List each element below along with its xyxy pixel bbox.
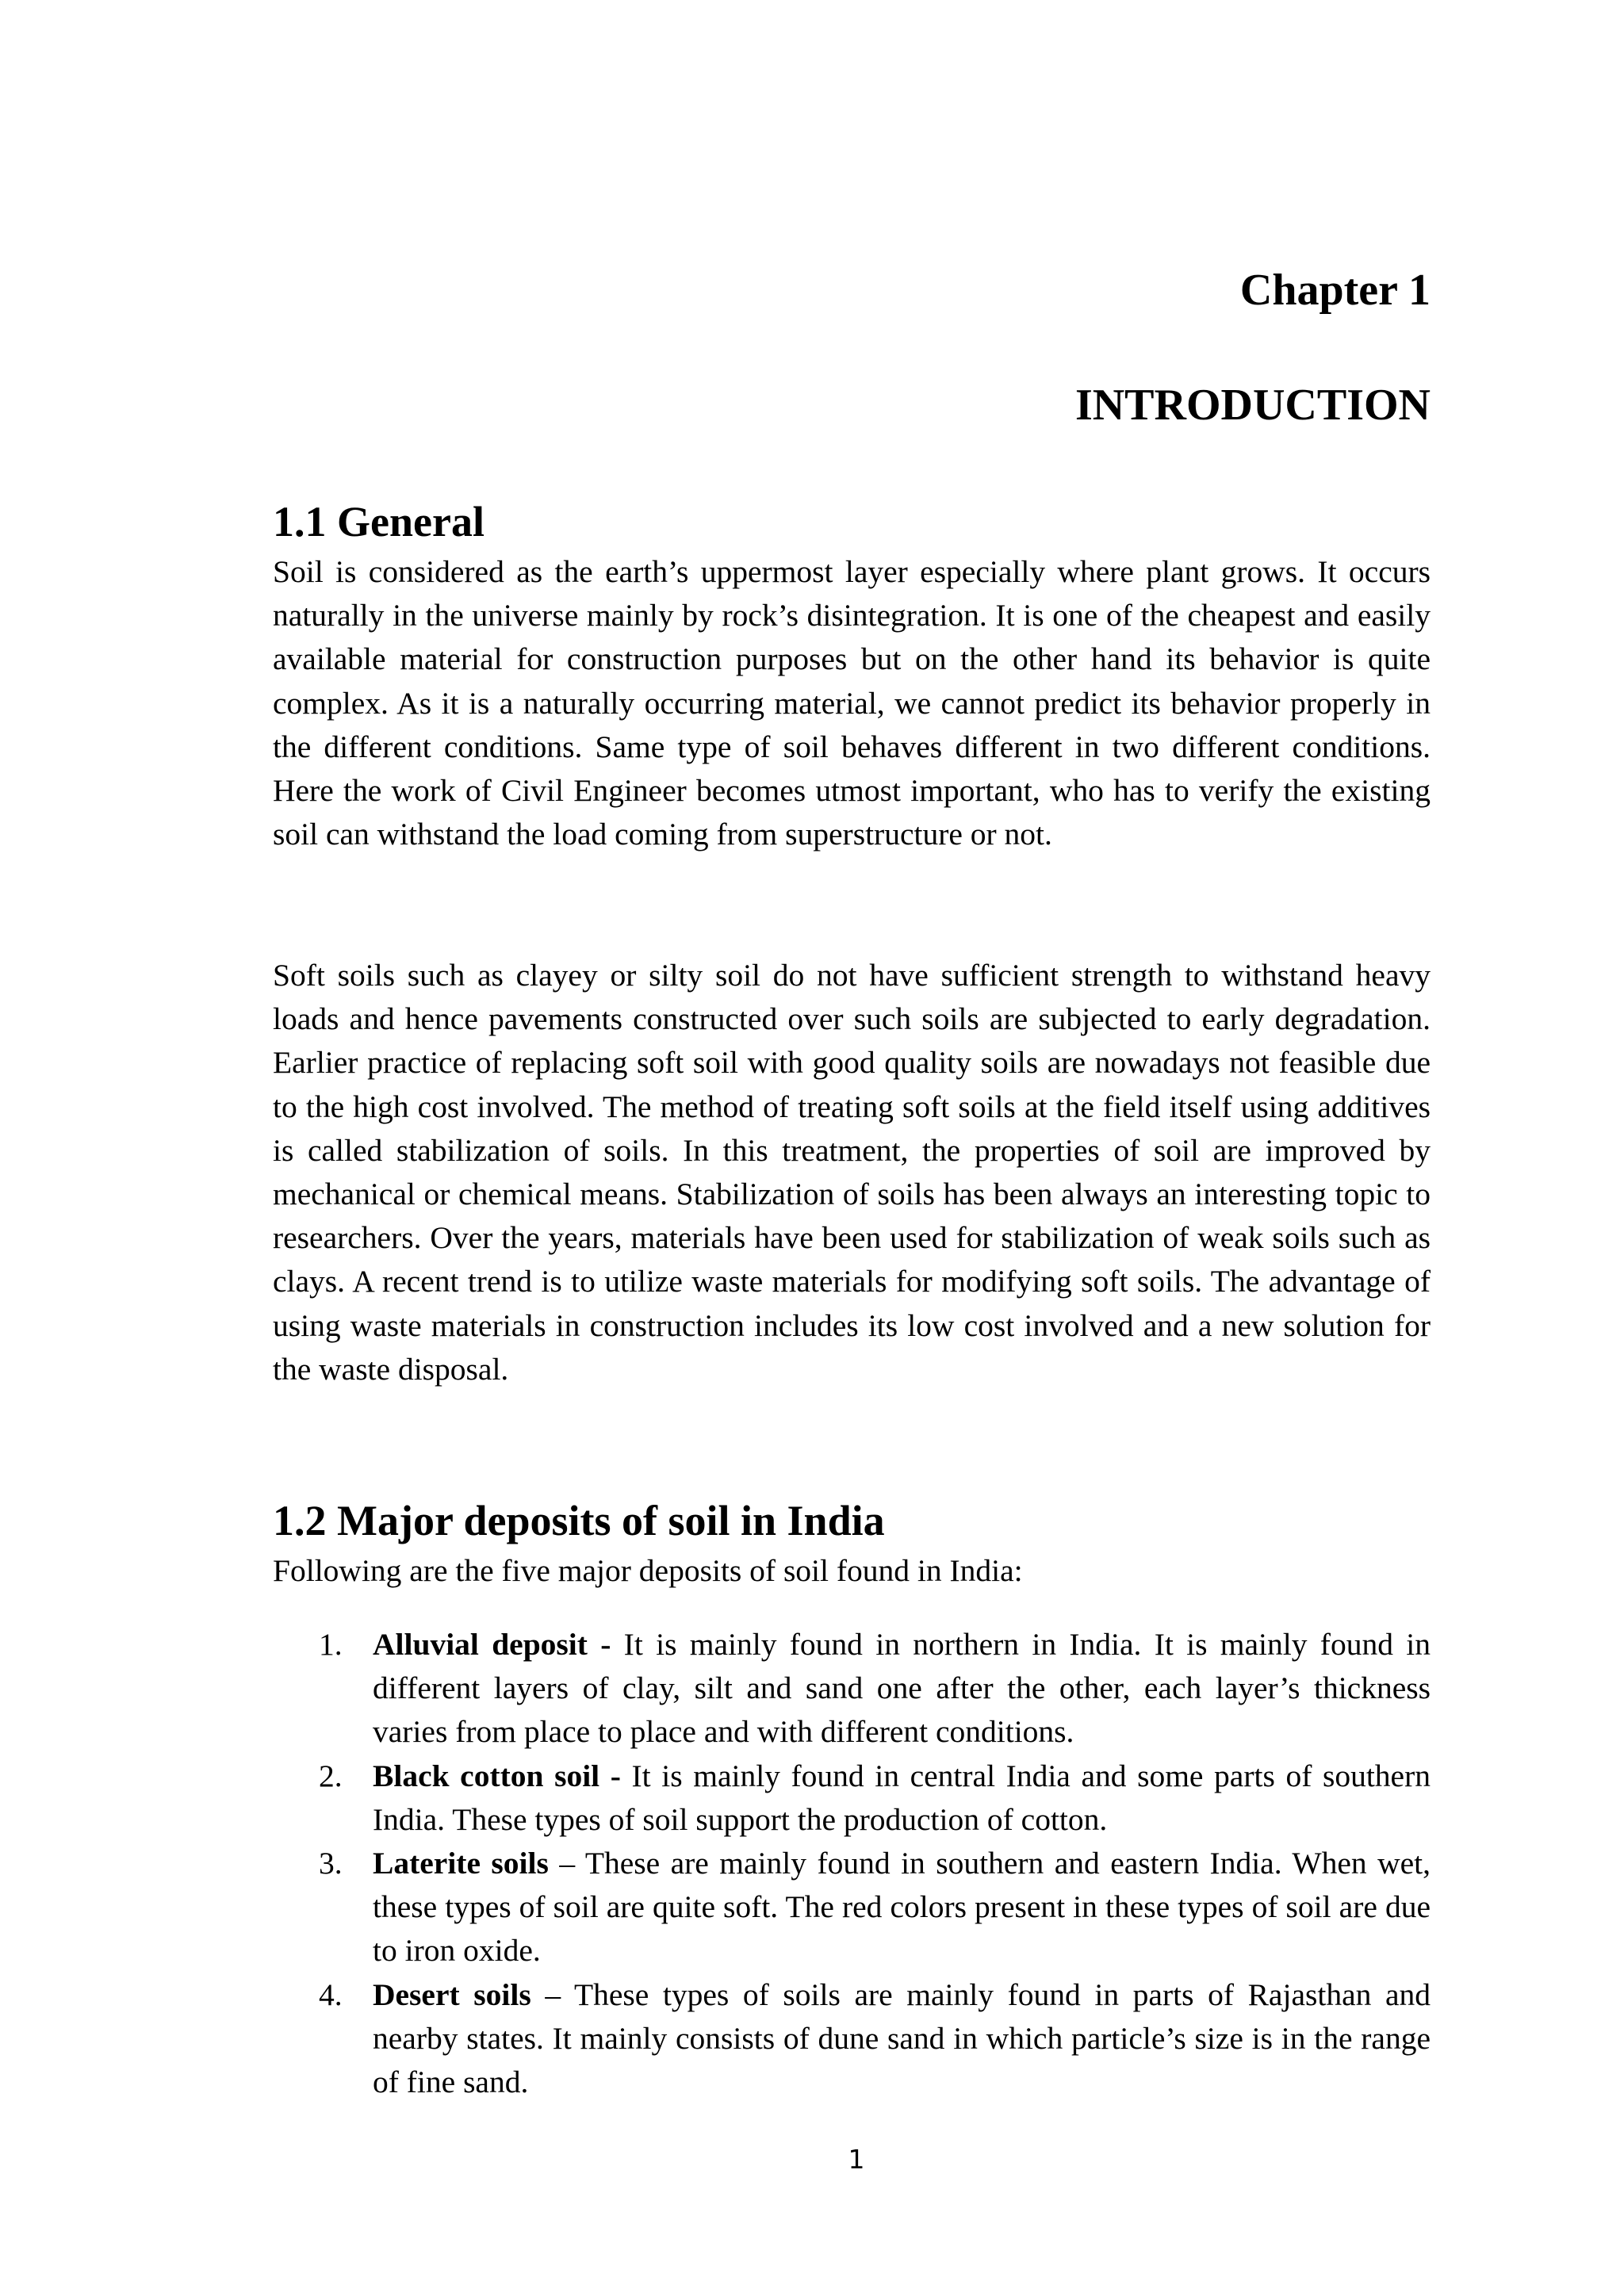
list-item-text: It is mainly found in central India and some parts of southern India. These types of soil support the production of cotton. xyxy=(373,1758,1431,1837)
section-heading-soil-deposits: 1.2 Major deposits of soil in India xyxy=(273,1497,885,1544)
list-item-text: It is mainly found in northern in India. It is mainly found in different layers of clay, silt and sand one after the other, each layer’s thickness varies from place to place and with different conditions. xyxy=(373,1627,1431,1750)
section-heading-general: 1.1 General xyxy=(273,498,485,545)
chapter-label: Chapter 1 xyxy=(1239,266,1431,315)
soil-deposit-list xyxy=(273,1623,1431,2104)
paragraph: Soil is considered as the earth’s uppermost layer especially where plant grows. It occurs naturally in the universe mainly by rock’s disintegration. It is one of the cheapest and easily available material for construction purposes but on the other hand its behavior is quite complex. As it is a naturally occurring material, we cannot predict its behavior properly in the different conditions. Same type of soil behaves different in two different conditions. Here the work of Civil Engineer becomes utmost important, who has to verify the existing soil can withstand the load coming from superstructure or not. xyxy=(273,554,1431,852)
list-item-term: Alluvial deposit - xyxy=(373,1627,611,1662)
list-item-text: – These are mainly found in southern and eastern India. When wet, these types of soil are quite soft. The red colors present in these types of soil are due to iron oxide. xyxy=(373,1846,1431,1969)
page-number: 1 xyxy=(848,2144,865,2175)
list-item xyxy=(273,1623,1431,1755)
list-item xyxy=(273,1842,1431,1973)
list-item-term: Black cotton soil - xyxy=(373,1758,621,1793)
list-item-number: 4. xyxy=(319,1976,343,2012)
list-item-text: – These types of soils are mainly found in parts of Rajasthan and nearby states. It mainly consists of dune sand in which particle’s size is in the range of fine sand. xyxy=(373,1976,1431,2100)
list-item-term: Desert soils xyxy=(373,1976,531,2012)
list-item-number: 2. xyxy=(319,1758,343,1793)
list-item-number: 3. xyxy=(319,1846,343,1881)
paragraph: Following are the five major deposits of soil found in India: xyxy=(273,1553,1023,1588)
list-item-term: Laterite soils xyxy=(373,1846,549,1881)
chapter-title: INTRODUCTION xyxy=(1074,381,1431,430)
paragraph: Soft soils such as clayey or silty soil do not have sufficient strength to withstand heavy loads and hence pavements constructed over such soils are subjected to early degradation. Earlier practice of replacing soft soil with good quality soils are nowadays not feasible due to the high cost involved. The method of treating soft soils at the field itself using additives is called stabilization of soils. In this treatment, the properties of soil are improved by mechanical or chemical means. Stabilization of soils has been always an interesting topic to researchers. Over the years, materials have been used for stabilization of weak soils such as clays. A recent trend is to utilize waste materials for modifying soft soils. The advantage of using waste materials in construction includes its low cost involved and a new solution for the waste disposal. xyxy=(273,958,1431,1387)
list-item-number: 1. xyxy=(319,1627,343,1662)
list-item xyxy=(273,1973,1431,2105)
list-item xyxy=(273,1755,1431,1842)
